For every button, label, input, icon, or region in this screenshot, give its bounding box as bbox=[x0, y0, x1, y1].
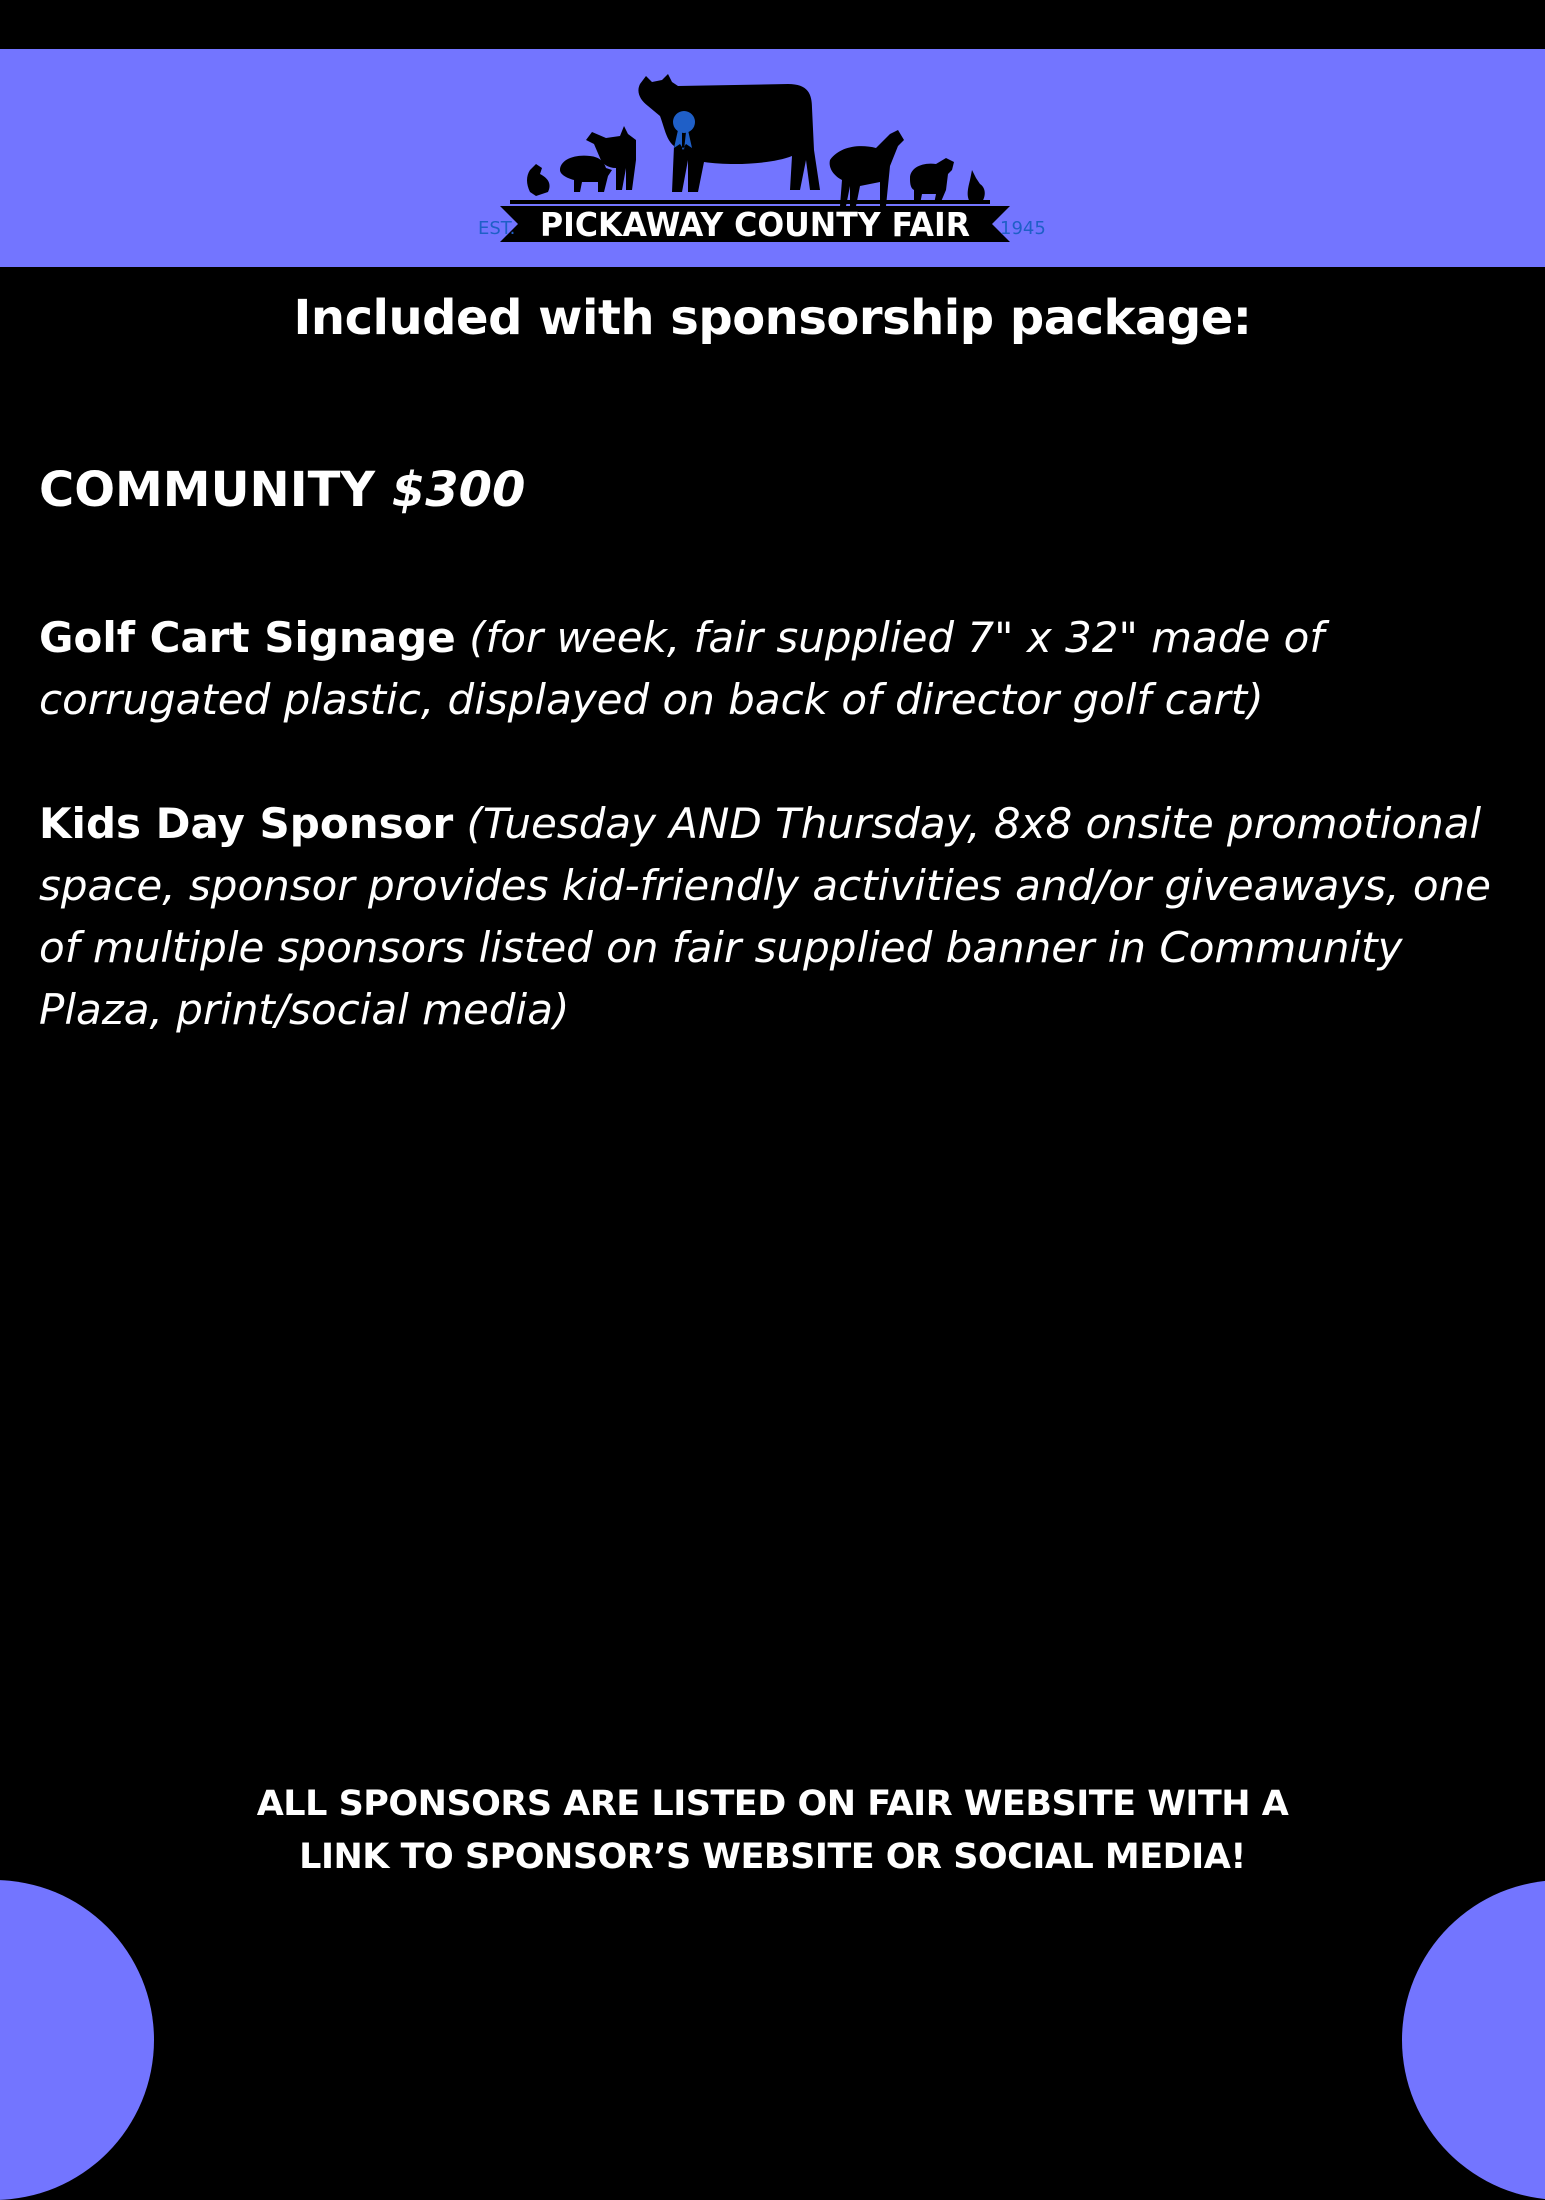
benefit-item-kids-day-sponsor bbox=[39, 793, 1519, 1041]
decorative-corner-left bbox=[0, 1880, 154, 2200]
package-content bbox=[39, 455, 1519, 1103]
footer-line-1: ALL SPONSORS ARE LISTED ON FAIR WEBSITE WITH A bbox=[256, 1784, 1289, 1824]
footer-note bbox=[0, 1778, 1545, 1884]
cow-icon bbox=[638, 74, 820, 192]
horse-icon bbox=[830, 130, 904, 206]
logo-title: PICKAWAY COUNTY FAIR bbox=[540, 205, 970, 244]
chicken-icon bbox=[527, 164, 550, 196]
benefit-name: Kids Day Sponsor bbox=[39, 799, 454, 848]
tier-title bbox=[39, 455, 1519, 525]
logo-est-label: EST. bbox=[478, 218, 516, 239]
page-heading: Included with sponsorship package: bbox=[293, 290, 1252, 346]
rabbit-icon bbox=[968, 170, 985, 202]
benefit-name: Golf Cart Signage bbox=[39, 613, 456, 662]
footer-line-2: LINK TO SPONSOR’S WEBSITE OR SOCIAL MEDIA! bbox=[299, 1837, 1246, 1877]
fair-logo bbox=[470, 70, 1050, 245]
benefit-item-golf-cart-signage bbox=[39, 607, 1519, 731]
tier-name: COMMUNITY bbox=[39, 462, 376, 518]
decorative-corner-right bbox=[1402, 1880, 1545, 2200]
benefit-description: (Tuesday AND Thursday, 8x8 onsite promotional space, sponsor provides kid-friendly activities and/or giveaways, one of multiple sponsors listed on fair supplied banner in Community Plaza, print/social media) bbox=[39, 799, 1491, 1034]
ribbon-icon bbox=[673, 111, 695, 133]
tier-price: $300 bbox=[391, 462, 526, 518]
benefit-description: (for week, fair supplied 7" x 32" made of corrugated plastic, displayed on back of director golf cart) bbox=[39, 613, 1325, 724]
sheep-icon bbox=[910, 158, 954, 204]
logo-est-year: 1945 bbox=[1000, 218, 1046, 239]
